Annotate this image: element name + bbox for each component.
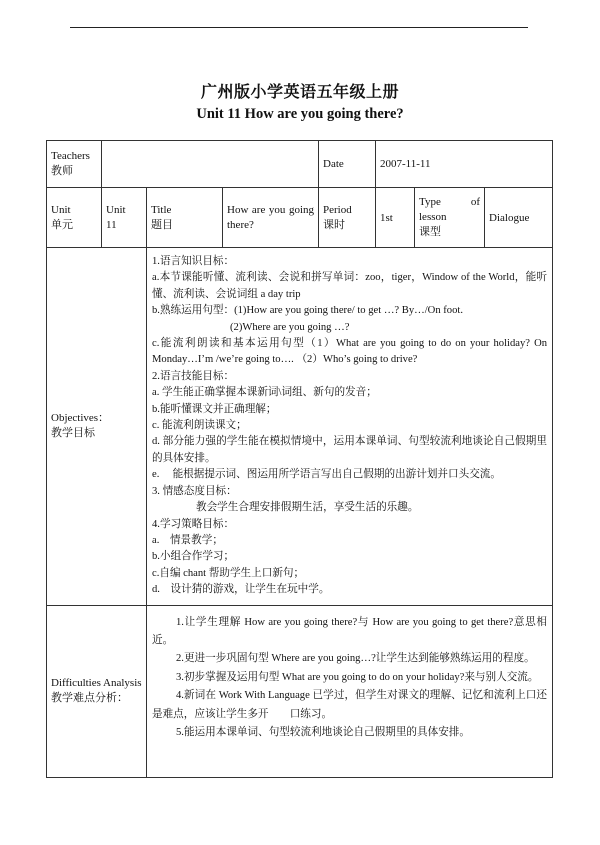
- objectives-label-cn: 教学目标: [51, 427, 95, 440]
- teachers-label-cell: [47, 141, 102, 188]
- objective-line: d. 部分能力强的学生能在模拟情境中，运用本课单词、句型较流利地谈论自己假期里的具体安排。: [152, 436, 548, 464]
- unit-label-cell: [47, 188, 102, 248]
- unit-label-cn: 单元: [51, 218, 73, 231]
- title-label-cell: [147, 188, 223, 248]
- objectives-label-en: Objectives：: [51, 412, 110, 425]
- unit-value-a: Unit: [106, 203, 126, 216]
- period-label-en: Period: [323, 203, 352, 216]
- type-value: Dialogue: [485, 188, 553, 248]
- period-label-cn: 课时: [323, 218, 345, 231]
- date-value: 2007-11-11: [376, 141, 553, 188]
- period-label-cell: [319, 188, 376, 248]
- difficulties-content: [147, 605, 553, 777]
- objectives-label-cell: [47, 248, 147, 606]
- teachers-label-en: Teachers: [51, 150, 90, 162]
- objective-line: e. 能根据提示词、图运用所学语言写出自己假期的出游计划并口头交流。: [152, 469, 501, 481]
- document-title: 广州版小学英语五年级上册: [200, 82, 399, 101]
- objective-line: 教会学生合理安排假期生活，享受生活的乐趣。: [196, 502, 419, 514]
- unit-value-cell: [102, 188, 147, 248]
- difficulties-label-cn: 教学难点分析：: [51, 692, 128, 705]
- difficulties-row: [47, 605, 553, 777]
- difficulty-paragraph: 1.让学生理解 How are you going there?与 How are you going to get there?意思相近。: [152, 616, 548, 646]
- objective-line: 2.语言技能目标：: [152, 370, 235, 382]
- difficulty-paragraph: 3.初步掌握及运用句型 What are you going to do on your holiday?来与别人交流。: [176, 671, 539, 683]
- title-label-en: Title: [151, 203, 172, 216]
- difficulties-label-cell: [47, 605, 147, 777]
- unit-label-en: Unit: [51, 203, 71, 216]
- period-value: 1st: [376, 188, 415, 248]
- difficulties-label-en: Difficulties Analysis: [51, 677, 142, 690]
- date-label: Date: [319, 141, 376, 188]
- objective-line: b.小组合作学习；: [152, 551, 235, 563]
- lesson-title: Unit 11 How are you going there?: [196, 106, 404, 122]
- objective-line: a. 学生能正确掌握本课新词\词组、新句的发音；: [152, 387, 377, 399]
- title-value: How are you going there?: [223, 188, 319, 248]
- difficulty-paragraph: 2.更进一步巩固句型 Where are you going…?让学生达到能够熟练运用的程度。: [176, 653, 535, 665]
- objective-line: 3. 情感态度目标：: [152, 485, 237, 497]
- difficulty-paragraph: 5.能运用本课单词、句型较流利地谈论自己假期里的具体安排。: [176, 726, 470, 738]
- objective-line: (2)Where are you going …?: [230, 321, 350, 333]
- objective-line: b.熟练运用句型：(1)How are you going there/ to get …? By…/On foot.: [152, 305, 463, 317]
- type-label-cn: 课型: [419, 226, 441, 238]
- header-rule: [70, 27, 528, 28]
- objective-line: a. 情景教学；: [152, 534, 223, 546]
- objective-line: d. 设计猜的游戏，让学生在玩中学。: [152, 584, 330, 596]
- teachers-label-cn: 教师: [51, 165, 73, 177]
- type-label-en: Type of lesson: [419, 196, 480, 223]
- objective-line: c.能流利朗读和基本运用句型（1）What are you going to do on your holiday? On Monday…I’m /we’re going to…. （2）Who’s going to drive?: [152, 338, 548, 366]
- difficulty-paragraph: 4.新词在 Work With Language 已学过，但学生对课文的理解、记忆和流利上口还是难点，应该让学生多开 口练习。: [152, 690, 548, 720]
- objective-line: b.能听懂课文并正确理解；: [152, 403, 277, 415]
- objective-line: 4.学习策略目标：: [152, 518, 235, 530]
- title-label-cn: 题目: [151, 218, 173, 231]
- objectives-row: [47, 248, 553, 606]
- objectives-content: [147, 248, 553, 606]
- type-label-cell: [415, 188, 485, 248]
- unit-info-row: [47, 188, 553, 248]
- unit-value-b: 11: [106, 218, 117, 231]
- objective-line: a.本节课能听懂、流利读、会说和拼写单词：zoo，tiger，Window of the World，能听懂、流利读、会说词组 a day trip: [152, 272, 548, 300]
- teachers-value: [102, 141, 319, 188]
- objective-line: 1.语言知识目标：: [152, 256, 235, 267]
- lesson-plan-table: [46, 140, 553, 778]
- teacher-date-row: [47, 141, 553, 188]
- objective-line: c. 能流利朗读课文；: [152, 420, 247, 432]
- objective-line: c.自编 chant 帮助学生上口新句；: [152, 567, 305, 579]
